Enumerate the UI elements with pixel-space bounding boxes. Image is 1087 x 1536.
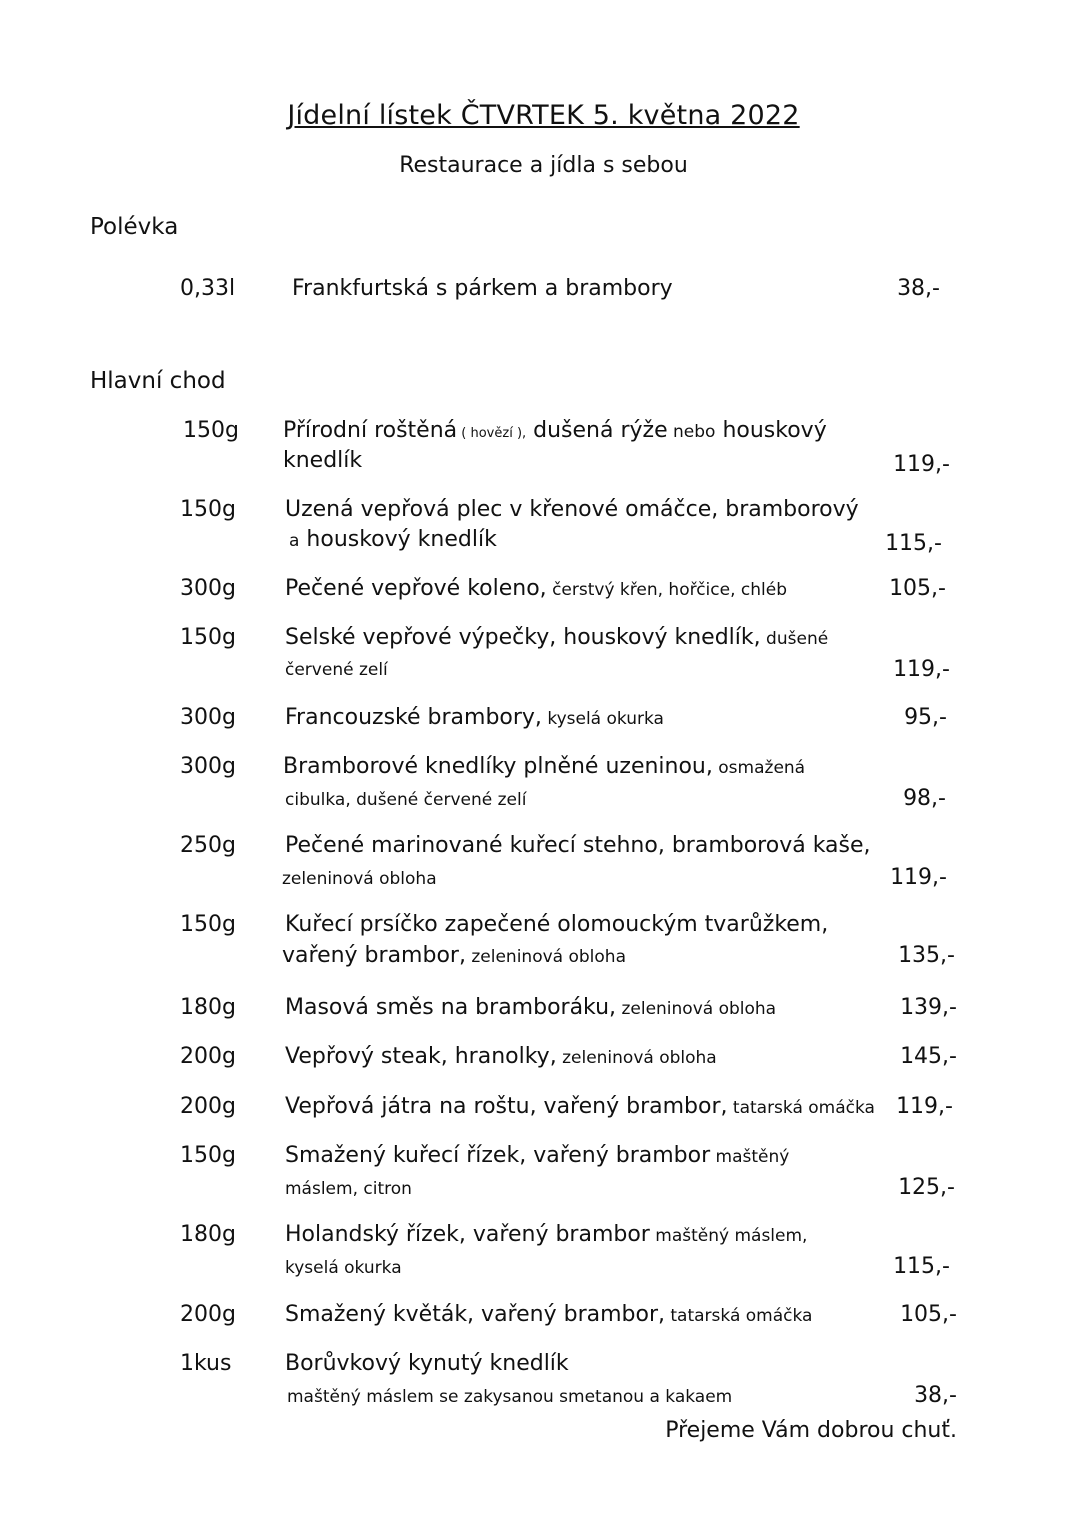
item-name-side: zeleninová obloha — [465, 947, 626, 967]
item-name: Uzená vepřová plec v křenové omáčce, bramborový — [285, 497, 859, 522]
item-name: Pečené marinované kuřecí stehno, bramborová kaše, — [285, 833, 871, 858]
item-price: 135,- — [898, 943, 955, 968]
item-name — [283, 754, 805, 779]
item-name: Kuřecí prsíčko zapečené olomouckým tvarůžkem, — [285, 912, 829, 937]
item-qty: 150g — [180, 497, 236, 522]
item-qty: 200g — [180, 1044, 236, 1069]
item-name-line2: červené zelí — [285, 660, 388, 680]
item-name-line2: kyselá okurka — [285, 1258, 402, 1278]
item-name-line2: máslem, citron — [285, 1179, 412, 1199]
item-name-side: maštěný máslem, — [649, 1226, 808, 1246]
item-price: 105,- — [900, 1302, 957, 1327]
item-price: 38,- — [914, 1383, 957, 1408]
item-name-main: Pečené vepřové koleno, — [285, 576, 547, 601]
footer-greeting: Přejeme Vám dobrou chuť. — [665, 1418, 957, 1443]
item-qty: 300g — [180, 576, 236, 601]
item-name-side: čerstvý křen, hořčice, chléb — [546, 580, 787, 600]
item-name — [285, 995, 776, 1020]
item-price: 115,- — [893, 1254, 950, 1279]
item-price: 139,- — [900, 995, 957, 1020]
item-name-main: Selské vepřové výpečky, houskový knedlík, — [285, 625, 761, 650]
item-name-main: Holandský řízek, vařený brambor — [285, 1222, 650, 1247]
item-name-main: Vepřový steak, hranolky, — [285, 1044, 557, 1069]
section-heading-main: Hlavní chod — [90, 368, 226, 394]
item-qty: 200g — [180, 1302, 236, 1327]
item-name-main: Francouzské brambory, — [285, 705, 542, 730]
item-price: 125,- — [898, 1175, 955, 1200]
item-qty: 150g — [180, 912, 236, 937]
item-name-side: tatarská omáčka — [664, 1306, 813, 1326]
item-qty: 150g — [180, 1143, 236, 1168]
item-price: 105,- — [889, 576, 946, 601]
item-name-side: houskový knedlík — [299, 527, 497, 552]
item-name-side: zeleninová obloha — [556, 1048, 717, 1068]
item-price: 95,- — [904, 705, 947, 730]
item-price: 119,- — [896, 1094, 953, 1119]
item-qty: 200g — [180, 1094, 236, 1119]
item-qty: 150g — [180, 625, 236, 650]
item-name-main: Vepřová játra na roštu, vařený brambor, — [285, 1094, 728, 1119]
item-name-line2 — [282, 943, 626, 968]
item-name-side2: houskový — [715, 418, 827, 443]
item-name-line2: cibulka, dušené červené zelí — [285, 790, 527, 810]
menu-subtitle: Restaurace a jídla s sebou — [399, 153, 688, 178]
section-heading-soup: Polévka — [90, 214, 179, 240]
item-price: 119,- — [890, 865, 947, 890]
item-name — [285, 1143, 789, 1168]
item-name — [285, 1302, 812, 1327]
item-qty: 180g — [180, 1222, 236, 1247]
item-qty: 150g — [183, 418, 239, 443]
item-name-main: vařený brambor, — [282, 943, 466, 968]
item-name-main: Masová směs na bramboráku, — [285, 995, 617, 1020]
item-name-note: ( hovězí ), — [457, 426, 527, 441]
item-name-main: Bramborové knedlíky plněné uzeninou, — [283, 754, 713, 779]
item-name-main: Smažený květák, vařený brambor, — [285, 1302, 665, 1327]
item-name-line2: zeleninová obloha — [282, 869, 437, 889]
item-name — [285, 625, 828, 650]
item-price: 119,- — [893, 452, 950, 477]
item-qty: 0,33l — [180, 276, 236, 301]
item-price: 115,- — [885, 531, 942, 556]
item-name-line2: maštěný máslem se zakysanou smetanou a kakaem — [287, 1387, 733, 1407]
item-name-side: osmažená — [712, 758, 806, 778]
item-name: Borůvkový kynutý knedlík — [285, 1351, 569, 1376]
menu-title: Jídelní lístek ČTVRTEK 5. května 2022 — [287, 100, 800, 131]
item-name-line2: knedlík — [283, 448, 363, 473]
item-qty: 180g — [180, 995, 236, 1020]
item-name-main: Přírodní roštěná — [283, 418, 458, 443]
item-qty: 250g — [180, 833, 236, 858]
item-qty: 300g — [180, 705, 236, 730]
item-name-side: kyselá okurka — [541, 709, 664, 729]
item-price: 98,- — [903, 786, 946, 811]
item-name — [285, 576, 787, 601]
item-name-line2 — [289, 527, 497, 552]
item-name-side: dušené — [760, 629, 829, 649]
item-name — [285, 705, 664, 730]
item-price: 145,- — [900, 1044, 957, 1069]
item-name — [285, 1222, 807, 1247]
item-name-main: Smažený kuřecí řízek, vařený brambor — [285, 1143, 711, 1168]
item-name-conj: a — [289, 531, 300, 551]
item-name-side: maštěný — [710, 1147, 790, 1167]
item-price: 119,- — [893, 657, 950, 682]
item-name-side: tatarská omáčka — [727, 1098, 875, 1118]
item-name: Frankfurtská s párkem a brambory — [292, 276, 673, 301]
item-qty: 300g — [180, 754, 236, 779]
item-name — [283, 418, 827, 443]
item-name-conj: nebo — [667, 422, 716, 442]
item-name — [285, 1044, 717, 1069]
item-name-side: zeleninová obloha — [616, 999, 777, 1019]
item-qty: 1kus — [180, 1351, 232, 1376]
item-name — [285, 1094, 875, 1119]
item-price: 38,- — [897, 276, 940, 301]
item-name-side: dušená rýže — [526, 418, 668, 443]
